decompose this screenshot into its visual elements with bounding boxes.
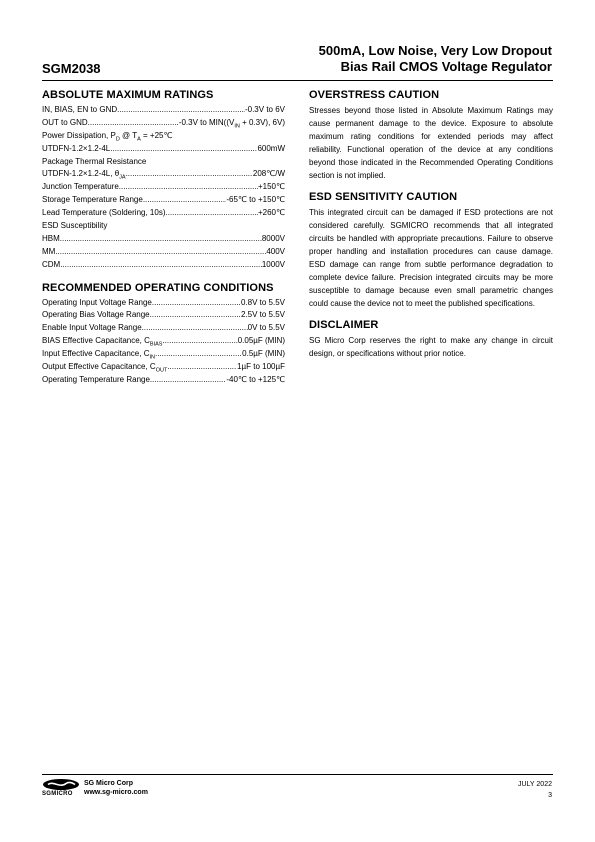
esd-section [309, 190, 553, 310]
title-line-1: 500mA, Low Noise, Very Low Dropout [318, 43, 552, 58]
overstress-heading: OVERSTRESS CAUTION [309, 89, 440, 101]
right-column [309, 88, 553, 368]
disclaimer-section [309, 318, 553, 360]
title-line-2: Bias Rail CMOS Voltage Regulator [340, 59, 552, 74]
company-name: SG Micro Corp [84, 780, 134, 787]
company-website: www.sg-micro.com [84, 789, 148, 796]
condition-row: Enable Input Voltage Range ..... 0V to 5.5V [42, 322, 285, 335]
rec-op-table [42, 297, 285, 387]
condition-row: Output Effective Capacitance, $C_{OUT}$ ..... 1µF to 100µF [42, 361, 285, 374]
condition-row: Input Effective Capacitance, $C_{IN}$ ..... 0.5µF (MIN) [42, 348, 285, 361]
condition-row: BIAS Effective Capacitance, $C_{BIAS}$ ..... 0.05µF (MIN) [42, 335, 285, 348]
rating-row: Package Thermal Resistance [42, 156, 147, 166]
abs-max-heading: ABSOLUTE MAXIMUM RATINGS [42, 89, 214, 101]
rating-row: MM ..... 400V [42, 246, 285, 259]
rating-row: IN, BIAS, EN to GND ..... -0.3V to 6V [42, 104, 285, 117]
condition-row: Operating Input Voltage Range ..... 0.8V to 5.5V [42, 297, 285, 310]
esd-heading: ESD SENSITIVITY CAUTION [309, 191, 458, 203]
condition-row: Operating Temperature Range ..... -40℃ to +125℃ [42, 374, 285, 387]
abs-max-table [42, 104, 285, 272]
footer-divider [42, 774, 553, 775]
disclaimer-heading: DISCLAIMER [309, 319, 379, 331]
rating-row: Lead Temperature (Soldering, 10s) ..... +260℃ [42, 207, 285, 220]
disclaimer-text: SG Micro Corp reserves the right to make any change in circuit design, or specifications without prior notice. [309, 336, 553, 358]
footer-meta [518, 779, 552, 801]
rating-row: OUT to GND ..... -0.3V to $MIN((V_{IN} + 0.3V)$, 6V) [42, 117, 285, 130]
logo-wordmark: SGMICRO [42, 791, 73, 797]
overstress-section [309, 88, 553, 182]
rating-row: HBM ..... 8000V [42, 233, 285, 246]
rating-row: Power Dissipation, $P_D$ @ $T_A$ = +25℃ [42, 130, 173, 143]
left-column [42, 88, 285, 387]
esd-text: This integrated circuit can be damaged if ESD protections are not considered carefully. SGMICRO recommends that all integrated circuits be handled with appropriate precautions. Failure to observe proper handling and installation procedures can cause damage. ESD damage can range from subtle performance degradation to complete device failure. Precision integrated circuits may be more susceptible to damage because even small parametric changes could cause the device not to meet the published specifications. [309, 208, 553, 308]
rating-row: UTDFN-1.2×1.2-4L ..... 600mW [42, 143, 285, 156]
overstress-text: Stresses beyond those listed in Absolute Maximum Ratings may cause permanent damage to the device. Exposure to absolute maximum rating conditions for extended periods may affect reliability. Functional operation of the device at any conditions beyond those indicated in the Recommended Operating Conditions section is not implied. [309, 106, 553, 180]
part-number: SGM2038 [42, 61, 101, 76]
rec-op-heading: RECOMMENDED OPERATING CONDITIONS [42, 281, 274, 294]
rating-row: CDM ..... 1000V [42, 259, 285, 272]
page-number: 3 [548, 792, 552, 799]
rating-row: UTDFN-1.2×1.2-4L, $\theta_{JA}$ ..... 208℃/W [42, 168, 285, 181]
publication-date: JULY 2022 [518, 781, 552, 788]
condition-row: Operating Bias Voltage Range ..... 2.5V to 5.5V [42, 309, 285, 322]
rating-row: Junction Temperature ..... +150℃ [42, 181, 285, 194]
header-divider [42, 80, 553, 81]
company-info [84, 779, 148, 797]
document-title [319, 43, 552, 75]
rating-row: ESD Susceptibility [42, 221, 108, 231]
rating-row: Storage Temperature Range ..... -65℃ to +150℃ [42, 194, 285, 207]
